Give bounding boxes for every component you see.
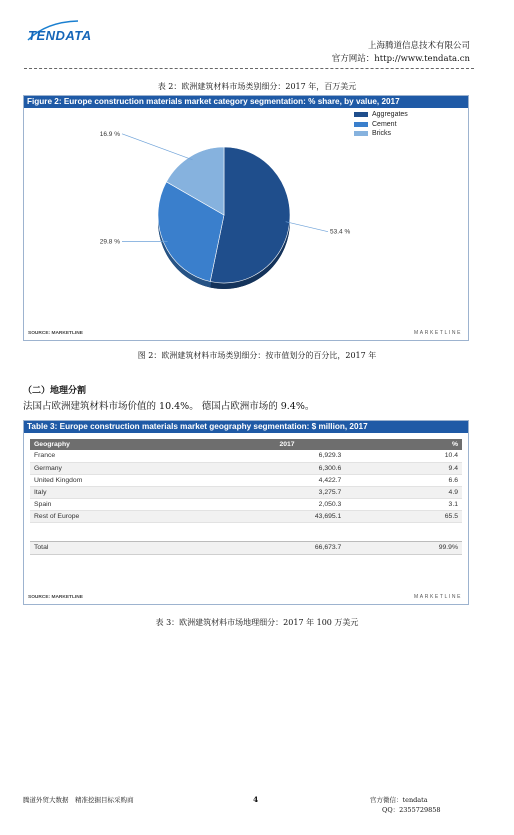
- table-row: [30, 498, 462, 510]
- pie-data-label: 16.9 %: [99, 130, 120, 138]
- legend-label: Bricks: [372, 130, 392, 138]
- marketline-logo: MARKETLINE: [414, 594, 462, 600]
- company-info: [332, 40, 470, 66]
- cell-total-value: 66,673.7: [229, 541, 346, 554]
- website-label: 官方网站：http://www.tendata.cn: [331, 54, 470, 64]
- pie-leader-line: [122, 134, 193, 160]
- figure2-box: [23, 95, 469, 341]
- table-header-row: [30, 439, 462, 450]
- footer-slogan: 腾道外贸大数据 精准挖掘目标采购商: [23, 796, 134, 804]
- legend-swatch: [354, 131, 368, 136]
- legend-swatch: [354, 112, 368, 117]
- cell-percent: 6.6: [345, 474, 462, 486]
- table-total-row: [30, 541, 462, 554]
- table-row: [30, 462, 462, 474]
- cell-percent: 10.4: [345, 450, 462, 462]
- cell-percent: 4.9: [345, 486, 462, 498]
- figure2-caption: 图 2：欧洲建筑材料市场类别细分：按市值划分的百分比，2017 年: [137, 351, 377, 360]
- marketline-logo: MARKETLINE: [414, 330, 462, 336]
- pie-leader-line: [286, 222, 328, 232]
- logo-text: TENDATA: [28, 28, 92, 43]
- cell-geography: Italy: [30, 486, 229, 498]
- pie-data-label: 53.4 %: [330, 228, 351, 236]
- cell-total-label: Total: [30, 541, 229, 554]
- tendata-logo: [26, 18, 106, 46]
- table-row: [30, 510, 462, 522]
- chart-legend: [354, 110, 408, 139]
- legend-item: [354, 129, 408, 139]
- company-name: 上海腾道信息技术有限公司: [367, 41, 470, 51]
- cell-geography: United Kingdom: [30, 474, 229, 486]
- table3-title: Table 3: Europe construction materials market geography segmentation: $ million, 2017: [24, 421, 468, 433]
- cell-value: 43,695.1: [229, 510, 346, 522]
- cell-geography: Rest of Europe: [30, 510, 229, 522]
- geography-table: [30, 439, 462, 555]
- header-divider: [24, 68, 474, 69]
- legend-item: [354, 120, 408, 130]
- cell-percent: 9.4: [345, 462, 462, 474]
- table3-box: [23, 420, 469, 605]
- pie-data-label: 29.8 %: [99, 238, 120, 246]
- cell-value: 3,275.7: [229, 486, 346, 498]
- figure2-source: SOURCE: MARKETLINE: [28, 331, 83, 336]
- cell-percent: 3.1: [345, 498, 462, 510]
- cell-geography: France: [30, 450, 229, 462]
- legend-label: Cement: [372, 120, 397, 128]
- cell-value: 6,929.3: [229, 450, 346, 462]
- table3-caption: 表 3：欧洲建筑材料市场地理细分：2017 年 100 万美元: [155, 618, 359, 627]
- table-row: [30, 474, 462, 486]
- section-heading: （二）地理分割: [23, 386, 87, 396]
- table-row: [30, 486, 462, 498]
- legend-swatch: [354, 122, 368, 127]
- legend-label: Aggregates: [372, 111, 408, 119]
- cell-total-percent: 99.9%: [345, 541, 462, 554]
- table3-source: SOURCE: MARKETLINE: [28, 595, 83, 600]
- footer-contact: [370, 795, 441, 815]
- table2-caption: 表 2：欧洲建筑材料市场类别细分：2017 年，百万美元: [157, 82, 357, 91]
- cell-geography: Germany: [30, 462, 229, 474]
- cell-geography: Spain: [30, 498, 229, 510]
- pie-chart: [24, 108, 470, 328]
- col-percent: %: [345, 439, 462, 450]
- page-number: 4: [253, 795, 259, 804]
- footer-qq: QQ：2355729858: [382, 806, 441, 814]
- legend-item: [354, 110, 408, 120]
- table-row: [30, 450, 462, 462]
- col-year: 2017: [229, 439, 346, 450]
- figure2-title: Figure 2: Europe construction materials market category segmentation: % share, by value, 2017: [24, 96, 468, 108]
- cell-percent: 65.5: [345, 510, 462, 522]
- cell-value: 6,300.6: [229, 462, 346, 474]
- col-geography: Geography: [30, 439, 229, 450]
- footer-wechat: 官方微信：tendata: [370, 796, 428, 804]
- table-spacer: [30, 522, 462, 541]
- cell-value: 4,422.7: [229, 474, 346, 486]
- section-text: 法国占欧洲建筑材料市场价值的 10.4%。 德国占欧洲市场的 9.4%。: [23, 401, 315, 412]
- cell-value: 2,050.3: [229, 498, 346, 510]
